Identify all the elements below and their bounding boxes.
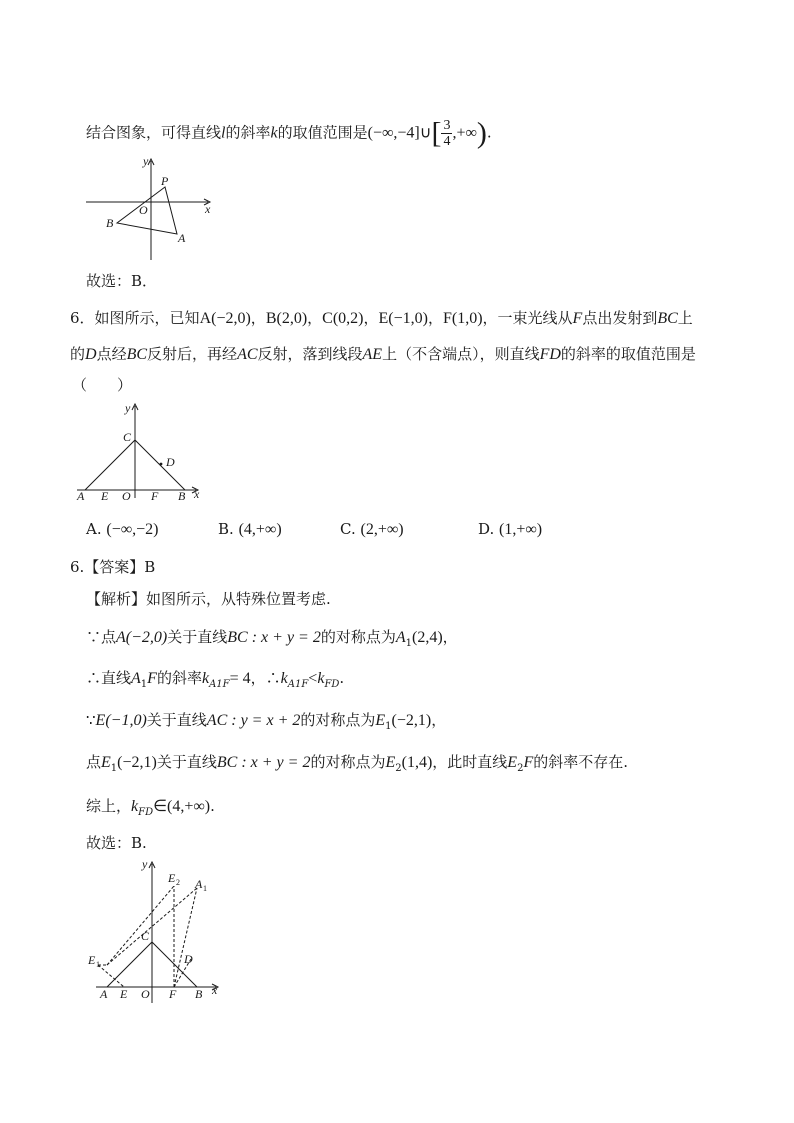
fig2-label-F: F	[151, 489, 159, 503]
s-var: E	[507, 754, 518, 771]
solution-step-1	[86, 626, 458, 655]
s-var: A	[131, 670, 141, 687]
var-FD: FD	[539, 346, 561, 363]
s-sub: 1	[110, 763, 118, 774]
option-d[interactable]	[478, 518, 542, 541]
answer-line: 6.【答案】B	[70, 558, 156, 576]
fig2-label-O: O	[122, 489, 131, 503]
q-text: 点经	[96, 345, 127, 363]
s-text: 的对称点为	[310, 753, 386, 771]
q-sep: ，	[427, 309, 443, 327]
fig3-label-E2: E	[168, 871, 176, 885]
frac-den: 4	[443, 134, 451, 149]
option-value: (4,+∞)	[238, 521, 282, 538]
s-coord: (−2,1)	[117, 754, 157, 771]
point-F: F(1,0)	[442, 310, 483, 327]
s-range: ∈(4,+∞)	[153, 798, 211, 815]
s-text: ，此时直线	[432, 753, 508, 771]
fig3-label-D: D	[184, 952, 193, 966]
solution-step-4	[86, 751, 628, 780]
solution-step-3	[86, 709, 446, 738]
var-BC: BC	[126, 346, 148, 363]
question-line-2	[70, 343, 696, 366]
fig3-label-E2-sub: 2	[176, 878, 180, 887]
s-var: A	[395, 629, 406, 646]
q-text: 反射后，再经	[147, 345, 238, 363]
s-sub: FD	[324, 679, 340, 690]
s-coord: (1,4)	[401, 754, 433, 771]
option-value: (1,+∞)	[499, 521, 543, 538]
fig1-label-x: x	[205, 202, 211, 216]
q-sep: ，	[307, 309, 323, 327]
s-text: 的斜率	[156, 669, 202, 687]
var-k: k	[270, 124, 278, 142]
fig1-label-y: y	[143, 154, 149, 168]
bracket-left: [	[431, 116, 442, 150]
fig2-label-E: E	[101, 489, 109, 503]
question-number: 6．	[70, 309, 95, 327]
s-var: E	[385, 754, 396, 771]
s-text: .	[339, 669, 345, 687]
q-text: 反射，落到线段	[257, 345, 363, 363]
figure-3	[84, 858, 224, 1004]
fig3-label-F: F	[169, 987, 177, 1001]
intro-text: 结合图象，可得直线	[86, 123, 222, 142]
s-text: 关于直线	[167, 628, 228, 646]
s-text: 的对称点为	[320, 628, 396, 646]
option-value: (−∞,−2)	[106, 521, 159, 538]
s-var: k	[317, 670, 325, 687]
s-line-eq: BC : x + y = 2	[227, 629, 321, 646]
s-line-eq: BC : x + y = 2	[216, 754, 311, 771]
s-text: ，	[442, 628, 458, 646]
fig1-label-O: O	[139, 203, 148, 217]
point-C: C(0,2)	[322, 310, 364, 327]
fig3-label-B: B	[195, 987, 203, 1001]
s-op: <	[308, 670, 318, 687]
option-a[interactable]	[86, 518, 159, 541]
option-value: (2,+∞)	[360, 521, 404, 538]
fig2-label-x: x	[194, 487, 200, 501]
option-letter: A.	[86, 520, 102, 538]
range-left: (−∞,−4]∪	[367, 124, 432, 142]
paren-right: )	[476, 116, 487, 150]
s-sub: 1	[385, 721, 392, 732]
s-text: 的对称点为	[300, 711, 376, 729]
q-text: 点出发射到	[582, 309, 658, 327]
s-text: 的斜率不存在.	[533, 753, 629, 771]
s-text: ，∴	[250, 669, 281, 687]
var-D: D	[85, 346, 97, 363]
point-E: E(−1,0)	[378, 310, 428, 327]
fig3-label-E1: E	[88, 953, 96, 967]
s-text: ∵点	[86, 628, 117, 646]
fig2-label-y: y	[125, 401, 131, 415]
fraction	[441, 118, 452, 149]
s-var: E	[375, 712, 386, 729]
option-letter: C.	[340, 520, 356, 538]
q-text: 如图所示，已知	[94, 309, 200, 327]
var-BC: BC	[657, 310, 678, 327]
solution-step-2	[86, 667, 344, 696]
intro-text: 的斜率	[225, 123, 271, 142]
fig1-label-A: A	[178, 231, 186, 245]
s-var: k	[280, 670, 288, 687]
option-letter: D.	[478, 520, 495, 538]
s-sub: A1F	[287, 679, 309, 690]
s-line-eq: AC : y = x + 2	[206, 712, 301, 729]
final-answer: 故选：B.	[86, 834, 147, 852]
s-text: 综上，	[86, 797, 132, 815]
s-coord: (−2,1)	[391, 712, 432, 729]
s-var: F	[147, 670, 157, 687]
s-point: A(−2,0)	[116, 629, 168, 646]
fig3-label-A1: A	[195, 877, 203, 891]
range-right: ,+∞	[452, 124, 477, 142]
s-text: 关于直线	[156, 753, 217, 771]
fig3-label-E1-sub: 1	[96, 960, 100, 969]
answer-1: 故选：B．	[86, 272, 158, 290]
analysis-tag: 【解析】	[86, 590, 147, 608]
fig2-label-B: B	[178, 489, 186, 503]
analysis-line	[86, 588, 331, 610]
s-sub: 1	[140, 679, 148, 690]
var-AC: AC	[237, 346, 258, 363]
q-text: 的	[70, 345, 86, 363]
s-text: ，	[431, 711, 447, 729]
figure-1	[86, 155, 226, 260]
q-sep: ，	[363, 309, 379, 327]
var-l: l	[221, 124, 226, 142]
s-sub: FD	[138, 807, 154, 818]
q-text: 上	[677, 309, 693, 327]
q-text: 上（不含端点），则直线	[382, 345, 540, 363]
intro-text: 的取值范围是	[277, 123, 368, 142]
fig3-label-E: E	[120, 987, 128, 1001]
fig3-label-y: y	[142, 857, 148, 871]
s-coord: (2,4)	[412, 629, 443, 646]
s-var: F	[523, 754, 534, 771]
s-text: 关于直线	[146, 711, 207, 729]
analysis-text: 如图所示，从特殊位置考虑.	[146, 590, 331, 608]
fig3-label-x: x	[212, 983, 218, 997]
question-paren: （ ）	[72, 376, 133, 394]
s-var: E	[101, 754, 111, 771]
s-point: E(−1,0)	[95, 712, 147, 729]
var-F: F	[572, 310, 583, 327]
s-sub: 2	[395, 763, 402, 774]
q-sep: ，	[250, 309, 266, 327]
s-sub: A1F	[209, 679, 230, 690]
question-line-1	[70, 307, 693, 330]
frac-num: 3	[443, 118, 451, 133]
option-letter: B.	[218, 520, 234, 538]
fig3-label-A: A	[100, 987, 108, 1001]
s-val: = 4	[229, 670, 251, 687]
intro-line	[86, 118, 492, 149]
fig2-label-A: A	[77, 489, 85, 503]
fig3-label-O: O	[141, 987, 150, 1001]
s-text: ∵	[86, 711, 96, 729]
option-b[interactable]	[218, 518, 282, 541]
fig1-label-P: P	[161, 174, 169, 188]
var-AE: AE	[362, 346, 383, 363]
s-text: 点	[86, 753, 102, 771]
q-text: 的斜率的取值范围是	[560, 345, 696, 363]
fig2-label-D: D	[166, 455, 175, 469]
s-sub: 1	[405, 638, 413, 649]
fig1-label-B: B	[106, 216, 114, 230]
point-B: B(2,0)	[265, 310, 308, 327]
fig3-label-A1-sub: 1	[203, 884, 207, 893]
s-text: ∴直线	[86, 669, 132, 687]
point-A: A(−2,0)	[199, 310, 251, 327]
fig2-label-C: C	[123, 430, 132, 444]
s-sub: 2	[517, 763, 524, 774]
s-var: k	[201, 670, 210, 687]
q-text: ，一束光线从	[482, 309, 573, 327]
solution-step-5	[86, 795, 215, 824]
period: .	[486, 123, 492, 142]
figure-2	[72, 400, 212, 505]
option-c[interactable]	[340, 518, 404, 541]
fig3-label-C: C	[141, 929, 150, 943]
s-text: .	[210, 797, 215, 815]
s-var: k	[131, 798, 139, 815]
